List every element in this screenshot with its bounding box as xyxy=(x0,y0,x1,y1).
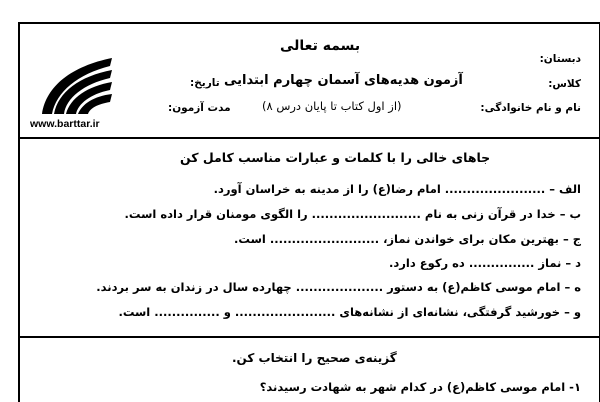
section-divider xyxy=(18,336,599,338)
basmala: بسمه تعالی xyxy=(280,38,361,54)
header-divider xyxy=(18,137,599,139)
school-label: دبستان: xyxy=(539,53,581,65)
class-label: کلاس: xyxy=(548,78,581,90)
exam-range: (از اول کتاب تا پایان درس ۸) xyxy=(262,99,402,113)
section2-instruction: گزینه‌ی صحیح را انتخاب کن. xyxy=(232,351,397,365)
question-1: ۱- امام موسی کاظم(ع) در کدام شهر به شهادت رسیدند؟ xyxy=(259,380,581,394)
date-label: تاریخ: xyxy=(190,77,220,89)
logo-url: www.barttar.ir xyxy=(30,118,100,130)
duration-label: مدت آزمون: xyxy=(168,102,231,114)
exam-title: آزمون هدیه‌های آسمان چهارم ابتدایی xyxy=(224,73,463,88)
section1-instruction: جاهای خالی را با کلمات و عبارات مناسب کامل کن xyxy=(180,150,491,165)
fill-item-alef: الف – ....................... امام رضا(ع) را از مدینه به خراسان آورد. xyxy=(213,182,581,196)
fill-item-jim: ج – بهترین مکان برای خواندن نماز، ......................... است. xyxy=(234,232,581,246)
fill-item-be: ب – خدا در قرآن زنی به نام ......................... را الگوی مومنان قرار داده است. xyxy=(124,207,581,221)
fill-item-he: ه – امام موسی کاظم(ع) به دستور .................... چهارده سال در زندان به سر بردند. xyxy=(96,280,581,294)
fill-item-dal: د – نماز ............... ده رکوع دارد. xyxy=(389,256,581,270)
name-label: نام و نام خانوادگی: xyxy=(480,102,581,114)
fill-item-vav: و – خورشید گرفتگی، نشانه‌ای از نشانه‌های ....................... و ............... است. xyxy=(118,305,581,319)
